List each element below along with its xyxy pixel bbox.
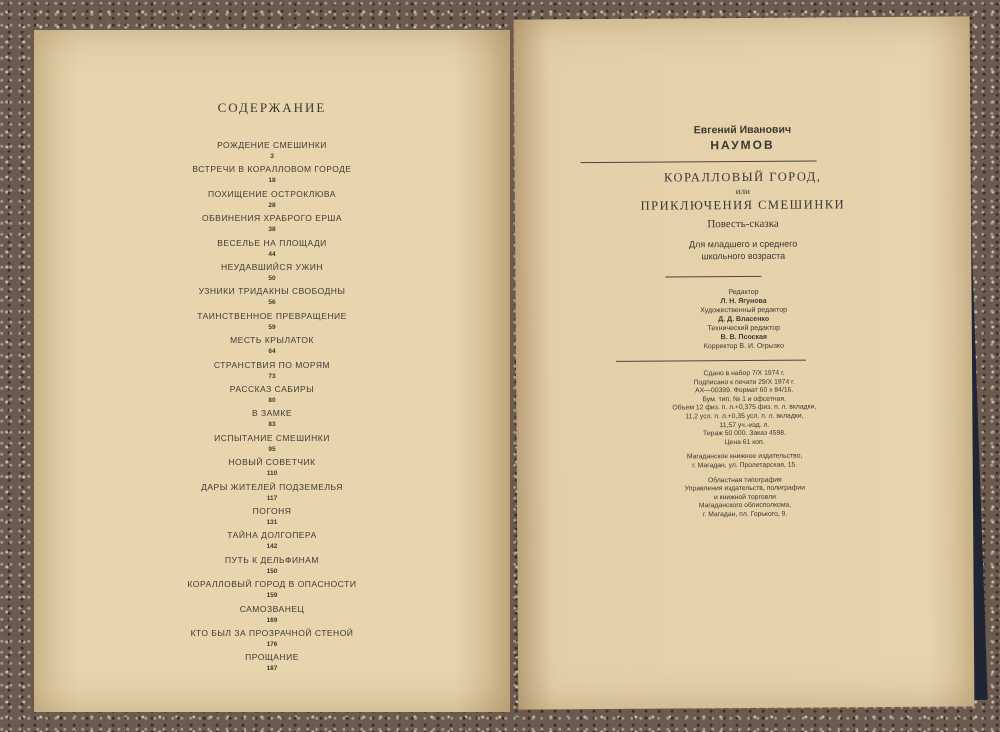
toc-entry-page: 176	[266, 641, 278, 648]
toc-entry	[34, 384, 510, 405]
toc-entry-title: В ЗАМКЕ	[251, 408, 293, 419]
toc-entry-page: 3	[270, 153, 274, 160]
toc-entry-title: МЕСТЬ КРЫЛАТОК	[230, 335, 314, 346]
toc-entry-title: ВСТРЕЧИ В КОРАЛЛОВОМ ГОРОДЕ	[192, 164, 352, 175]
toc-entry-page: 95	[268, 445, 276, 453]
toc-entry-title: ДАРЫ ЖИТЕЛЕЙ ПОДЗЕМЕЛЬЯ	[201, 481, 343, 492]
credits-block	[515, 286, 971, 352]
imprint-line: Областная типография	[707, 476, 782, 484]
imprint-block	[516, 368, 973, 521]
toc-entry-title: ТАИНСТВЕННОЕ ПРЕВРАЩЕНИЕ	[197, 310, 347, 321]
toc-entry-title: НОВЫЙ СОВЕТЧИК	[228, 457, 316, 468]
imprint-line: Тираж 50 000. Заказ 4598.	[703, 429, 786, 438]
toc-entry	[34, 433, 510, 454]
toc-entry-title: КТО БЫЛ ЗА ПРОЗРАЧНОЙ СТЕНОЙ	[190, 628, 354, 638]
toc-entry	[34, 604, 510, 625]
toc-entry	[34, 555, 510, 576]
toc-entry-title: КОРАЛЛОВЫЙ ГОРОД В ОПАСНОСТИ	[187, 579, 357, 590]
toc-entry	[34, 457, 510, 478]
toc-entry-page: 64	[268, 348, 276, 356]
imprint-line: Цена 61 коп.	[724, 438, 765, 446]
toc-entry	[34, 311, 510, 332]
toc-entry-page: 110	[266, 470, 278, 478]
toc-entry-page: 38	[268, 226, 276, 234]
imprint-line: Сдано в набор 7/X 1974 г.	[703, 369, 785, 378]
toc-entry-title: ПОГОНЯ	[252, 506, 292, 516]
toc-entry	[34, 286, 510, 307]
credit-line: Д. Д. Власенко	[718, 315, 770, 324]
toc-entry	[34, 482, 510, 503]
toc-entry-page: 150	[266, 567, 278, 575]
toc-entry-title: СТРАНСТВИЯ ПО МОРЯМ	[213, 359, 331, 370]
toc-entry	[34, 579, 510, 600]
toc-entry-page: 80	[268, 397, 276, 404]
toc-entry-title: ПРОЩАНИЕ	[245, 652, 299, 663]
toc-entry-title: РОЖДЕНИЕ СМЕШИНКИ	[217, 140, 327, 150]
toc-entry-title: ОБВИНЕНИЯ ХРАБРОГО ЕРША	[201, 213, 343, 224]
imprint-line: АХ—00399. Формат 60 х 84/16.	[695, 386, 794, 395]
divider-rule-short	[665, 276, 761, 278]
audience-line2: школьного возраста	[701, 250, 786, 262]
toc-entry	[34, 262, 510, 283]
imprint-line: и книжной торговли	[713, 493, 776, 501]
toc-entry	[34, 140, 510, 161]
toc-entry-page: 83	[268, 421, 276, 429]
toc-entry-page: 187	[266, 665, 278, 673]
right-page-title	[514, 16, 975, 709]
toc-entry-title: САМОЗВАНЕЦ	[239, 603, 305, 614]
imprint-line: Управления издательств, полиграфии	[684, 484, 806, 493]
toc-entry	[34, 189, 510, 210]
imprint-line: 11,2 усл. п. л.+0,35 усл. п. л. вкладки,	[685, 412, 804, 421]
credit-line: Художественный редактор	[700, 306, 788, 315]
imprint-line: г. Магадан, пл. Горького, 9.	[702, 510, 788, 519]
toc-entry-page: 59	[268, 323, 276, 331]
book-title-line1: КОРАЛЛОВЫЙ ГОРОД,	[663, 169, 822, 185]
toc-entry-page: 18	[268, 177, 276, 185]
toc-entry-page: 50	[268, 275, 276, 282]
toc-entry-page: 73	[268, 372, 276, 380]
toc-entry-page: 44	[268, 250, 276, 258]
toc-entry-title: РАССКАЗ САБИРЫ	[229, 384, 315, 394]
toc-entry	[34, 628, 510, 649]
toc-entry-title: ТАЙНА ДОЛГОПЕРА	[227, 530, 317, 541]
credit-line: Технический редактор	[707, 324, 781, 333]
imprint-line: 11,57 уч.-изд. л.	[719, 421, 770, 429]
imprint-line: Подписано к печати 29/X 1974 г.	[693, 378, 795, 386]
toc-entry-page: 142	[266, 543, 278, 551]
toc-entry	[34, 506, 510, 527]
divider-rule	[581, 160, 817, 163]
toc-entry	[34, 335, 510, 356]
imprint-line: Бум. тип. № 1 и офсетная.	[702, 395, 787, 404]
credit-line: Корректор В. И. Огрызко	[703, 342, 785, 351]
credit-line: Редактор	[728, 288, 759, 297]
toc-entry	[34, 164, 510, 185]
toc-entry-title: ВЕСЕЛЬЕ НА ПЛОЩАДИ	[217, 237, 327, 248]
book-title-connector: или	[735, 185, 750, 197]
author-surname: НАУМОВ	[710, 137, 775, 153]
divider-rule-imprint	[616, 360, 806, 362]
imprint-line: Объем 12 физ. п. л.+0,375 физ. п. л. вкладки,	[672, 403, 817, 412]
credit-line: В. В. Псоская	[720, 333, 768, 342]
toc-entry-title: ИСПЫТАНИЕ СМЕШИНКИ	[214, 432, 330, 443]
toc-entry-page: 56	[268, 299, 276, 307]
toc-entry-page: 28	[268, 201, 276, 209]
credit-line: Л. Н. Ягунова	[720, 297, 767, 306]
toc-entry	[34, 652, 510, 673]
toc-entry-page: 117	[266, 494, 278, 502]
toc-entry	[34, 213, 510, 234]
toc-entry-page: 159	[266, 592, 278, 600]
imprint-line: Магаданского облисполкома,	[698, 501, 792, 510]
audience-line1: Для младшего и среднего	[688, 238, 798, 250]
genre-label: Повесть-сказка	[707, 217, 779, 231]
left-page-contents	[34, 30, 510, 712]
toc-entry	[34, 530, 510, 551]
toc-entry	[34, 360, 510, 381]
imprint-line: Магаданское книжное издательство,	[686, 452, 803, 461]
contents-heading: СОДЕРЖАНИЕ	[217, 100, 327, 115]
toc-entry-title: ПОХИЩЕНИЕ ОСТРОКЛЮВА	[208, 188, 336, 199]
author-name: Евгений Иванович	[693, 123, 792, 137]
toc-entry	[34, 238, 510, 259]
toc-entry-page: 131	[266, 519, 278, 526]
toc-entry	[34, 408, 510, 429]
book-title-line2: ПРИКЛЮЧЕНИЯ СМЕШИНКИ	[640, 197, 846, 213]
toc-entry-title: УЗНИКИ ТРИДАКНЫ СВОБОДНЫ	[198, 286, 346, 297]
toc-entry-page: 169	[266, 616, 278, 624]
toc-entry-title: НЕУДАВШИЙСЯ УЖИН	[220, 262, 324, 272]
toc-entry-title: ПУТЬ К ДЕЛЬФИНАМ	[225, 554, 319, 565]
imprint-line: г. Магадан, ул. Пролетарская, 15.	[692, 461, 798, 470]
